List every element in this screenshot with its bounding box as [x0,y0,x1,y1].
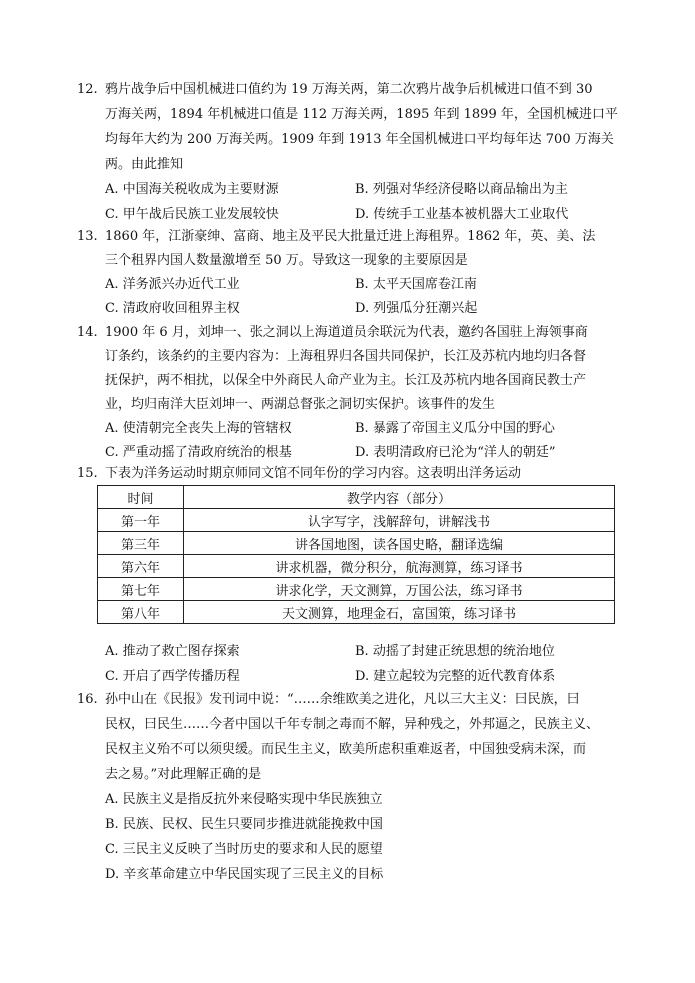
table-row [98,578,615,601]
table-cell: 第六年 [98,555,184,578]
table-row [98,601,615,624]
question-text-line: 民权主义殆不可以须臾缓。而民生主义，欧美所虑积重难返者，中国独受病未深，而 [105,742,587,757]
question-text-line: 抚保护，两不相扰，以保全中外商民人命产业为主。长江及苏杭内地各国商民教士产 [105,373,587,388]
question-text-line: 民权，曰民生……今者中国以千年专制之毒而不解，异种残之，外邦逼之，民族主义、 [105,717,600,732]
question-text-line: 三个租界内国人数量激增至 50 万。导致这一现象的主要原因是 [105,253,468,268]
question-number: 12. [77,82,98,97]
table-row [98,509,615,532]
option-b: B. 暴露了帝国主义瓜分中国的野心 [355,421,555,436]
table-cell: 第三年 [98,532,184,555]
question-number: 13. [77,229,98,244]
option-d: D. 列强瓜分狂潮兴起 [355,301,478,316]
option-c: C. 甲午战后民族工业发展较快 [105,207,279,222]
table-row [98,532,615,555]
table-cell: 讲求化学，天文测算，万国公法，练习译书 [184,578,615,601]
option-c: C. 严重动摇了清政府统治的根基 [105,445,292,460]
table-cell: 讲各国地图，读各国史略，翻译选编 [184,532,615,555]
option-b: B. 太平天国席卷江南 [355,277,477,292]
question-text-line: 去之易。”对此理解正确的是 [105,767,262,782]
option-d: D. 传统手工业基本被机器大工业取代 [355,207,569,222]
option-a: A. 洋务派兴办近代工业 [105,277,240,292]
question-text-line: 1900 年 6 月，刘坤一、张之洞以上海道道员余联沅为代表，邀约各国驻上海领事商 [105,325,588,340]
question-text-line: 业，均归南洋大臣刘坤一、两湖总督张之洞切实保护。该事件的发生 [105,397,496,412]
question-text-line: 两。由此推知 [105,157,184,172]
question-text-line: 孙中山在《民报》发刊词中说：“……余维欧美之进化，凡以三大主义：曰民族，曰 [105,692,580,707]
option-b: B. 动摇了封建正统思想的统治地位 [355,644,555,659]
option-c: C. 开启了西学传播历程 [105,669,240,684]
table-cell: 第八年 [98,601,184,624]
question-text-line: 订条约，该条约的主要内容为：上海租界归各国共同保护，长江及苏杭内地均归各督 [105,349,587,364]
question-number: 16. [77,692,98,707]
table-header-row [98,486,615,509]
question-text-line: 鸦片战争后中国机械进口值约为 19 万海关两，第二次鸦片战争后机械进口值不到 30 [105,82,593,97]
table-row [98,555,615,578]
question-text-line: 均每年大约为 200 万海关两。1909 年到 1913 年全国机械进口平均每年达 700 万海关 [105,132,614,147]
option-c: C. 清政府收回租界主权 [105,301,240,316]
option-a: A. 推动了救亡图存探索 [105,644,240,659]
table-cell: 第一年 [98,509,184,532]
table-header-cell: 时间 [98,486,184,509]
option-a: A. 民族主义是指反抗外来侵略实现中华民族独立 [105,792,383,807]
table-cell: 第七年 [98,578,184,601]
option-b: B. 列强对华经济侵略以商品输出为主 [355,182,568,197]
option-b: B. 民族、民权、民生只要同步推进就能挽救中国 [105,817,383,832]
option-c: C. 三民主义反映了当时历史的要求和人民的愿望 [105,842,383,857]
option-d: D. 建立起较为完整的近代教育体系 [355,669,556,684]
option-a: A. 使清朝完全丧失上海的管辖权 [105,421,292,436]
table-cell: 天文测算，地理金石，富国策，练习译书 [184,601,615,624]
option-d: D. 辛亥革命建立中华民国实现了三民主义的目标 [105,867,384,882]
option-a: A. 中国海关税收成为主要财源 [105,182,279,197]
table-cell: 认字写字，浅解辞句，讲解浅书 [184,509,615,532]
curriculum-table [97,485,615,624]
question-text-line: 下表为洋务运动时期京师同文馆不同年份的学习内容。这表明出洋务运动 [105,466,522,481]
question-number: 14. [77,325,98,340]
table-cell: 讲求机器，微分积分，航海测算，练习译书 [184,555,615,578]
option-d: D. 表明清政府已沦为“洋人的朝廷” [355,445,556,460]
question-text-line: 1860 年，江浙豪绅、富商、地主及平民大批量迁进上海租界。1862 年，英、美、法 [105,229,596,244]
question-text-line: 万海关两，1894 年机械进口值是 112 万海关两，1895 年到 1899 年，全国机械进口平 [105,107,618,122]
question-number: 15. [77,466,98,481]
table-header-cell: 教学内容（部分） [184,486,615,509]
